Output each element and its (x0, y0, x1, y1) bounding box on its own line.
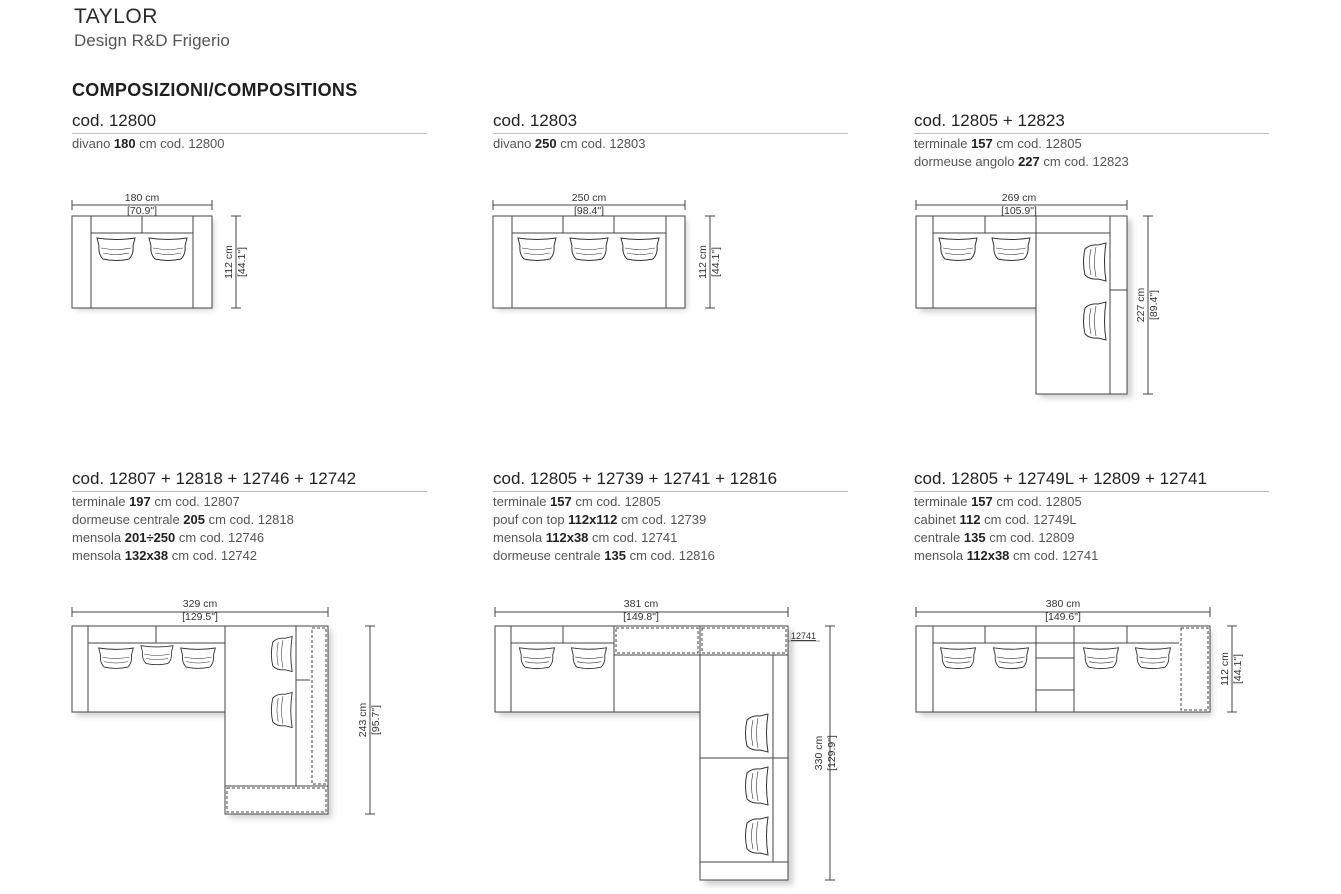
spec-line: centrale 135 cm cod. 12809 (914, 530, 1075, 545)
spec-line: mensola 112x38 cm cod. 12741 (493, 530, 678, 545)
spec-line: mensola 201÷250 cm cod. 12746 (72, 530, 265, 545)
spec-line: terminale 157 cm cod. 12805 (493, 494, 661, 509)
spec-line: terminale 197 cm cod. 12807 (72, 494, 240, 509)
spec-line: dormeuse centrale 135 cm cod. 12816 (493, 548, 715, 563)
depth-label-inch: [129.9"] (826, 735, 838, 771)
width-label: 380 cm (1045, 598, 1081, 610)
spec-line: terminale 157 cm cod. 12805 (914, 136, 1082, 151)
plan-composition-4 (72, 607, 375, 818)
plan-composition-6 (916, 607, 1237, 716)
depth-label-inch: [44.1"] (710, 247, 722, 277)
spec-line: cabinet 112 cm cod. 12749L (914, 512, 1077, 527)
width-label-inch: [129.5"] (182, 611, 218, 623)
spec-line: dormeuse angolo 227 cm cod. 12823 (914, 154, 1129, 169)
depth-label: 243 cm (357, 702, 369, 738)
width-label-inch: [149.6"] (1045, 611, 1081, 623)
width-label-inch: [98.4"] (574, 205, 604, 217)
plan-composition-3 (916, 200, 1153, 398)
designer-subtitle: Design R&D Frigerio (74, 31, 230, 50)
width-label-inch: [149.8"] (623, 611, 659, 623)
product-title: TAYLOR (74, 5, 158, 28)
spec-line: pouf con top 112x112 cm cod. 12739 (493, 512, 707, 527)
spec-line: terminale 157 cm cod. 12805 (914, 494, 1082, 509)
depth-label: 112 cm (223, 245, 235, 279)
depth-label: 112 cm (697, 245, 709, 279)
spec-line: mensola 132x38 cm cod. 12742 (72, 548, 258, 563)
composition-code: cod. 12803 (493, 111, 848, 134)
width-label: 269 cm (1001, 192, 1037, 204)
width-label: 381 cm (623, 598, 659, 610)
composition-code: cod. 12800 (72, 111, 427, 134)
spec-line: divano 180 cm cod. 12800 (72, 136, 225, 151)
spec-line: mensola 112x38 cm cod. 12741 (914, 548, 1099, 563)
section-heading: COMPOSIZIONI/COMPOSITIONS (72, 80, 358, 100)
depth-label-inch: [89.4"] (1148, 290, 1160, 320)
depth-label-inch: [95.7"] (370, 705, 382, 735)
composition-code: cod. 12805 + 12749L + 12809 + 12741 (914, 469, 1269, 492)
width-label: 329 cm (182, 598, 218, 610)
width-label: 180 cm (124, 192, 160, 204)
module-tag: 12741 (791, 631, 817, 641)
composition-code: cod. 12805 + 12739 + 12741 + 12816 (493, 469, 848, 492)
composition-code: cod. 12805 + 12823 (914, 111, 1269, 134)
depth-label-inch: [44.1"] (1232, 654, 1244, 684)
plan-composition-5 (495, 607, 835, 885)
depth-label: 112 cm (1219, 652, 1231, 686)
depth-label: 227 cm (1135, 287, 1147, 323)
depth-label-inch: [44.1"] (236, 247, 248, 277)
composition-code: cod. 12807 + 12818 + 12746 + 12742 (72, 469, 427, 492)
plan-composition-2 (493, 200, 715, 310)
width-label-inch: [70.9"] (127, 205, 157, 217)
width-label-inch: [105.9"] (1001, 205, 1037, 217)
width-label: 250 cm (571, 192, 607, 204)
depth-label: 330 cm (813, 735, 825, 771)
spec-line: divano 250 cm cod. 12803 (493, 136, 646, 151)
spec-line: dormeuse centrale 205 cm cod. 12818 (72, 512, 294, 527)
